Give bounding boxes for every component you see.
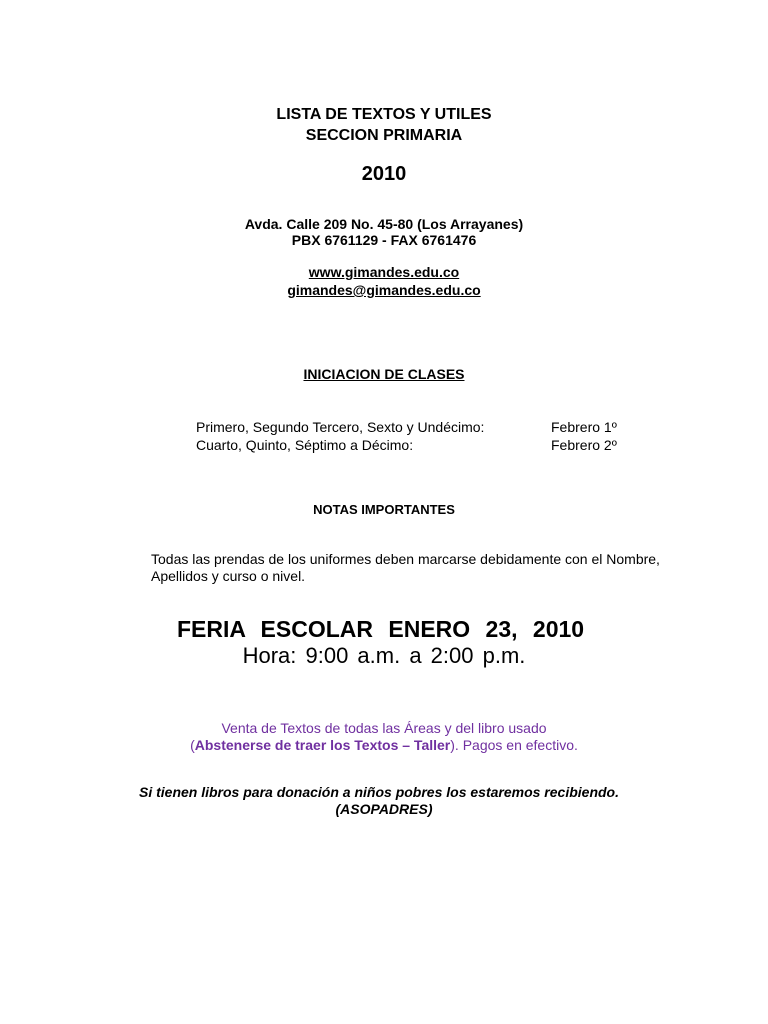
schedule-date-1: Febrero 1º <box>551 419 617 435</box>
schedule-grades-2: Cuarto, Quinto, Séptimo a Décimo: <box>196 437 414 453</box>
feria-title: FERIA ESCOLAR ENERO 23, 2010 <box>177 616 585 642</box>
venta-bold-note: Abstenerse de traer los Textos – Taller <box>194 737 451 753</box>
iniciacion-heading: INICIACION DE CLASES <box>303 366 465 382</box>
venta-open-paren: ( <box>190 737 195 753</box>
uniform-note-line-1: Todas las prendas de los uniformes deben marcarse debidamente con el Nombre, <box>151 551 660 567</box>
school-email-link[interactable]: gimandes@gimandes.edu.co <box>287 282 481 298</box>
school-phone-fax: PBX 6761129 - FAX 6761476 <box>291 232 477 248</box>
feria-hours: Hora: 9:00 a.m. a 2:00 p.m. <box>242 643 526 668</box>
donation-note <box>0 784 768 800</box>
document-year: 2010 <box>361 163 407 185</box>
document-subtitle: SECCION PRIMARIA <box>305 127 463 144</box>
venta-payment-note: ). Pagos en efectivo. <box>450 737 578 753</box>
school-address: Avda. Calle 209 No. 45-80 (Los Arrayanes) <box>244 216 524 232</box>
uniform-note-line-2: Apellidos y curso o nivel. <box>151 568 306 584</box>
donation-text: Si tienen libros para donación a niños pobres los estaremos recibiendo. <box>138 784 619 800</box>
venta-note-line-2 <box>0 737 768 753</box>
venta-note-line-1: Venta de Textos de todas las Áreas y del libro usado <box>221 720 547 736</box>
asopadres-label: (ASOPADRES) <box>335 801 433 817</box>
school-website-link[interactable]: www.gimandes.edu.co <box>308 264 460 280</box>
schedule-grades-1: Primero, Segundo Tercero, Sexto y Undécimo: <box>196 419 485 435</box>
schedule-date-2: Febrero 2º <box>551 437 617 453</box>
notas-heading: NOTAS IMPORTANTES <box>313 502 455 517</box>
document-title: LISTA DE TEXTOS Y UTILES <box>276 106 492 123</box>
